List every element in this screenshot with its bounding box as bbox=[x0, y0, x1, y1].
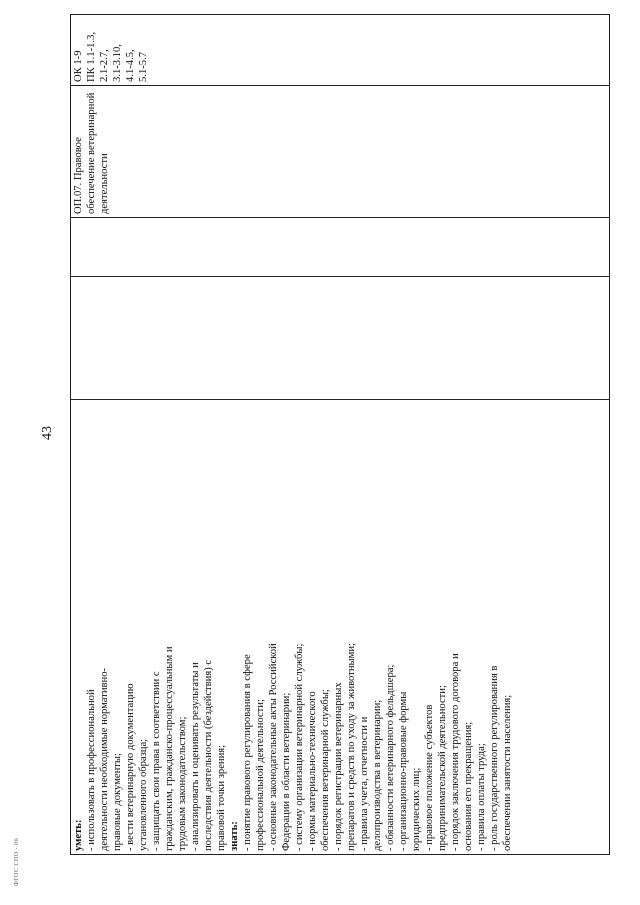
competence-cell bbox=[71, 15, 610, 86]
knowledge-line: - правила оплаты труда; bbox=[476, 743, 487, 851]
discipline-line: деятельности bbox=[99, 153, 110, 214]
knowledge-line: профессиональной деятельности; bbox=[255, 699, 266, 851]
knowledge-line: препаратов и средств по уходу за животными; bbox=[346, 643, 357, 851]
skill-line: деятельности необходимые нормативно- bbox=[99, 667, 110, 851]
knowledge-line: - основные законодательные акты Российской bbox=[268, 643, 279, 851]
skill-line: - анализировать и оценивать результаты и bbox=[190, 662, 201, 851]
curriculum-table bbox=[70, 14, 610, 855]
skills-knowledge-cell bbox=[71, 400, 610, 855]
skill-line: правовой точки зрения; bbox=[216, 744, 227, 851]
knowledge-line: юридических лиц; bbox=[411, 767, 422, 851]
competence-line: 5.1-5.7 bbox=[138, 51, 149, 82]
footer-code: ФГОС СПО - 06 bbox=[14, 837, 20, 886]
discipline-cell bbox=[71, 86, 610, 218]
skill-line: трудовым законодательством; bbox=[177, 716, 188, 851]
knowledge-line: - организационно-правовые формы bbox=[398, 691, 409, 851]
skill-line: - использовать в профессиональной bbox=[86, 689, 97, 851]
knowledge-heading: знать: bbox=[229, 821, 240, 851]
knowledge-line: обеспечения ветеринарной службы; bbox=[320, 689, 331, 851]
knowledge-line: делопроизводства в ветеринарии; bbox=[372, 699, 383, 851]
competence-line: 3.1-3.10, bbox=[112, 44, 123, 82]
knowledge-line: обеспечении занятости населения; bbox=[502, 694, 513, 851]
knowledge-line: - правовое положение субъектов bbox=[424, 704, 435, 851]
knowledge-line: Федерации в области ветеринарии; bbox=[281, 692, 292, 851]
skill-line: гражданским, гражданско-процессуальным и bbox=[164, 646, 175, 851]
hours-cell bbox=[71, 277, 610, 400]
knowledge-line: предпринимательской деятельности; bbox=[437, 685, 448, 851]
empty-cell bbox=[71, 218, 610, 277]
knowledge-line: - систему организации ветеринарной службы; bbox=[294, 643, 305, 851]
skills-heading: уметь: bbox=[73, 819, 84, 851]
competence-line: ПК 1.1-1.3, bbox=[86, 31, 97, 82]
knowledge-line: - понятие правового регулирования в сфере bbox=[242, 654, 253, 851]
skill-line: - вести ветеринарную документацию bbox=[125, 683, 136, 851]
competence-line: ОК 1-9 bbox=[73, 50, 84, 82]
page-number: 43 bbox=[40, 426, 55, 440]
skill-line: последствия деятельности (бездействия) с bbox=[203, 659, 214, 851]
competence-line: 2.1-2.7, bbox=[99, 49, 110, 82]
knowledge-line: основания его прекращения; bbox=[463, 721, 474, 851]
knowledge-line: - нормы материально-технического bbox=[307, 691, 318, 851]
knowledge-line: - обязанности ветеринарного фельдшера; bbox=[385, 664, 396, 851]
knowledge-line: - правила учета, отчетности и bbox=[359, 716, 370, 851]
table-row bbox=[71, 15, 610, 855]
rotated-table-container bbox=[70, 15, 610, 855]
competence-line: 4.1-4.5, bbox=[125, 49, 136, 82]
knowledge-line: - порядок заключения трудового договора и bbox=[450, 653, 461, 851]
knowledge-line: - роль государственного регулирования в bbox=[489, 665, 500, 851]
skill-line: правовые документы; bbox=[112, 753, 123, 851]
discipline-line: ОП.07. Правовое bbox=[73, 137, 84, 214]
skill-line: установленного образца; bbox=[138, 738, 149, 851]
skill-line: - защищать свои права в соответствии с bbox=[151, 671, 162, 851]
discipline-line: обеспечение ветеринарной bbox=[86, 92, 97, 214]
knowledge-line: - порядок регистрации ветеринарных bbox=[333, 682, 344, 851]
